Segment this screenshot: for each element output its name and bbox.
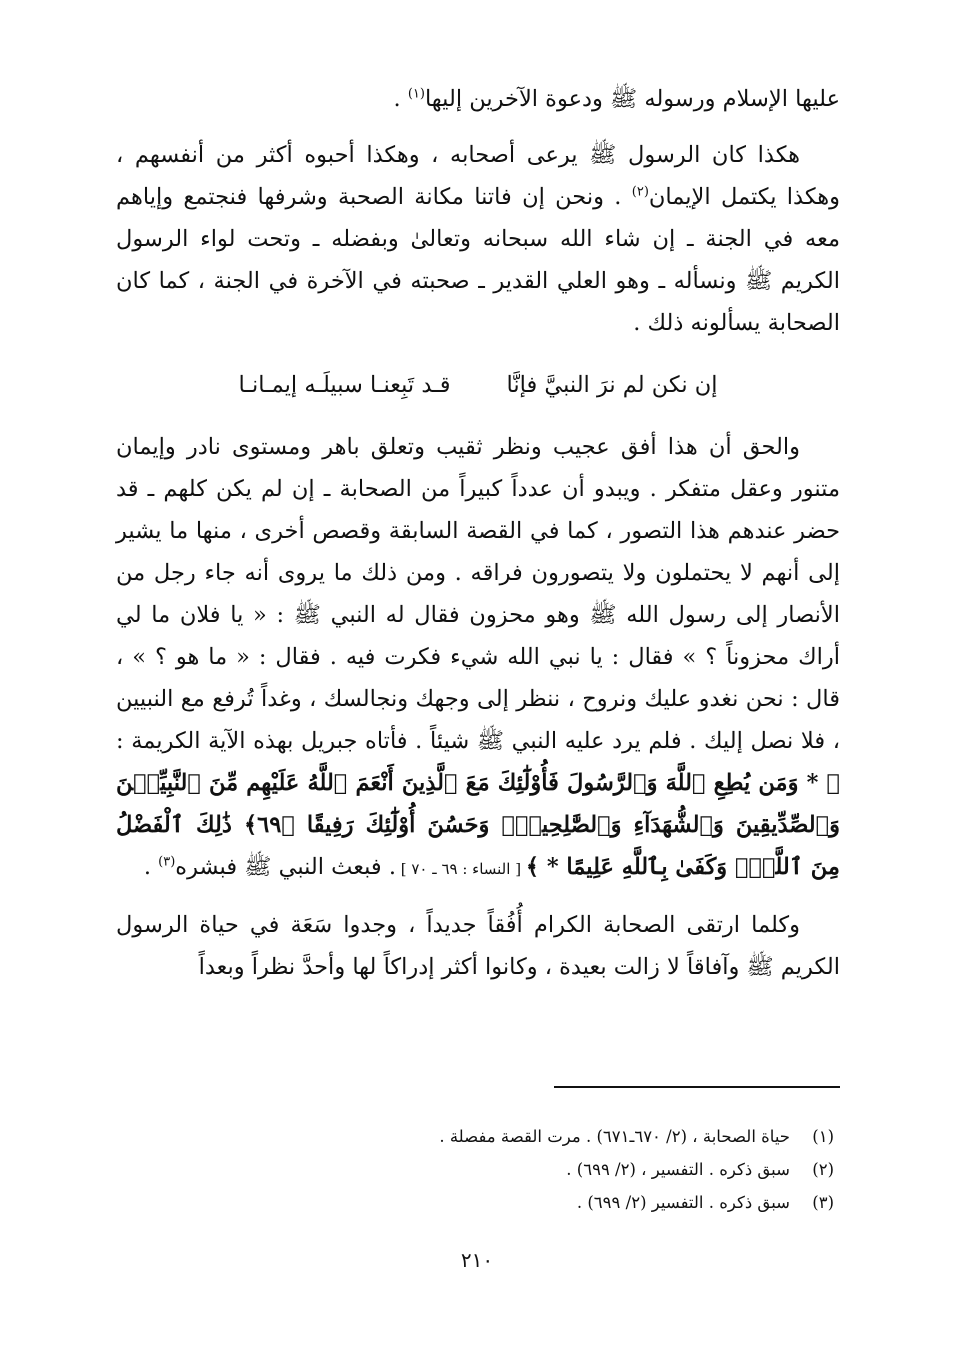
footnotes (120, 1120, 834, 1219)
page-number: ٢١٠ (460, 1248, 494, 1272)
paragraph-text: هكذا كان الرسول ﷺ يرعى أصحابه ، وهكذا أحبوه أكثر من أنفسهم ، وهكذا يكتمل الإيمان (116, 142, 840, 210)
footnote (120, 1153, 834, 1186)
paragraph-continued (116, 78, 840, 120)
paragraph (116, 904, 840, 988)
footnote-separator (554, 1086, 840, 1088)
footnote (120, 1120, 834, 1153)
paragraph-text: . فبعث النبي ﷺ فبشره (175, 854, 396, 880)
poem-hemistich-left: قـد تَبِعنـا سبيلَـه إيمـانـا (238, 372, 451, 398)
poem-verse (116, 364, 840, 406)
footnote-ref: (٣) (158, 854, 176, 870)
paragraph-text: . (143, 854, 159, 880)
footnote-number: (١) (812, 1127, 834, 1146)
paragraph-text: والحق أن هذا أفق عجيب ونظر ثقيب وتعلق باهر ومستوى نادر وإيمان متنور وعقل متفكر . ويبدو أن عدداً كبيراً من الصحابة ـ إن لم يكن كلهم ـ قد حضر عندهم هذا التصور ، كما في القصة السابقة وقصص أخرى ، منها ما يشير إلى أنهم لا يحتملون ولا يتصورون فراقه . ومن ذلك ما يروى أنه جاء رجل من الأنصار إلى رسول الله ﷺ وهو محزون فقال له النبي ﷺ : « يا فلان ما لي أراك محزوناً ؟ » فقال : يا نبي الله شيء فكرت فيه . فقال : « ما هو ؟ » ، قال : نحن نغدو عليك ونروح ، ننظر إلى وجهك ونجالسك ، وغداً تُرفع مع النبيين ، فلا نصل إليك . فلم يرد عليه النبي ﷺ شيئاً . فأتاه جبريل بهذه الآية الكريمة : (116, 434, 840, 754)
paragraph (116, 134, 840, 344)
body-text (116, 78, 840, 988)
verse-reference: [ النساء : ٦٩ ـ ٧٠ ] (395, 860, 526, 878)
paragraph-text: عليها الإسلام ورسوله ﷺ ودعوة الآخرين إليها (424, 86, 840, 112)
quran-verse: ﴿ * وَمَن يُطِعِ ٱللَّهَ وَٱلرَّسُولَ فَأُوْلَٰٓئِكَ مَعَ ٱلَّذِينَ أَنْعَمَ ٱللَّهُ عَلَيْهِم مِّنَ ٱلنَّبِيِّـۧنَ وَٱلصِّدِّيقِينَ وَٱلشُّهَدَآءِ وَٱلصَّٰلِحِينَۚ وَحَسُنَ أُوْلَٰٓئِكَ رَفِيقًا ﴿٦٩﴾ ذَٰلِكَ ٱلْفَضْلُ مِنَ ٱللَّهِۚ وَكَفَىٰ بِٱللَّهِ عَلِيمًا * ﴾ (116, 770, 840, 880)
footnote (120, 1186, 834, 1219)
poem-hemistich-right: إن نكن لم نرَ النبيَّ فإنَّا (506, 372, 718, 398)
footnote-ref: (٢) (631, 184, 649, 200)
footnote-number: (٢) (812, 1160, 834, 1179)
footnote-ref: (١) (407, 86, 425, 102)
paragraph-text: وكلما ارتقى الصحابة الكرام أُفُقاً جديداً ، وجدوا سَعَة في حياة الرسول الكريم ﷺ وآفاقاً لا زالت بعيدة ، وكانوا أكثر إدراكاً لها وأحدَّ نظراً وبعداً (116, 912, 840, 980)
paragraph (116, 426, 840, 890)
paragraph-text: . ونحن إن فاتنا مكانة الصحبة وشرفها فنجتمع وإياهم معه في الجنة ـ إن شاء الله سبحانه وتعالىٰ وبفضله ـ وتحت لواء الرسول الكريم ﷺ ونسأله ـ وهو العلي القدير ـ صحبته في الآخرة في الجنة ، كما كان الصحابة يسألونه ذلك . (116, 184, 840, 336)
footnote-text: حياة الصحابة ، (٢/ ٦٧٠ـ٦٧١) . مرت القصة مفصلة . (439, 1127, 790, 1146)
footnote-number: (٣) (812, 1193, 834, 1212)
paragraph-text: . (393, 86, 408, 112)
footnote-text: سبق ذكره . التفسير (٢/ ٦٩٩) . (576, 1193, 790, 1212)
footnote-text: سبق ذكره . التفسير ، (٢/ ٦٩٩) . (566, 1160, 790, 1179)
